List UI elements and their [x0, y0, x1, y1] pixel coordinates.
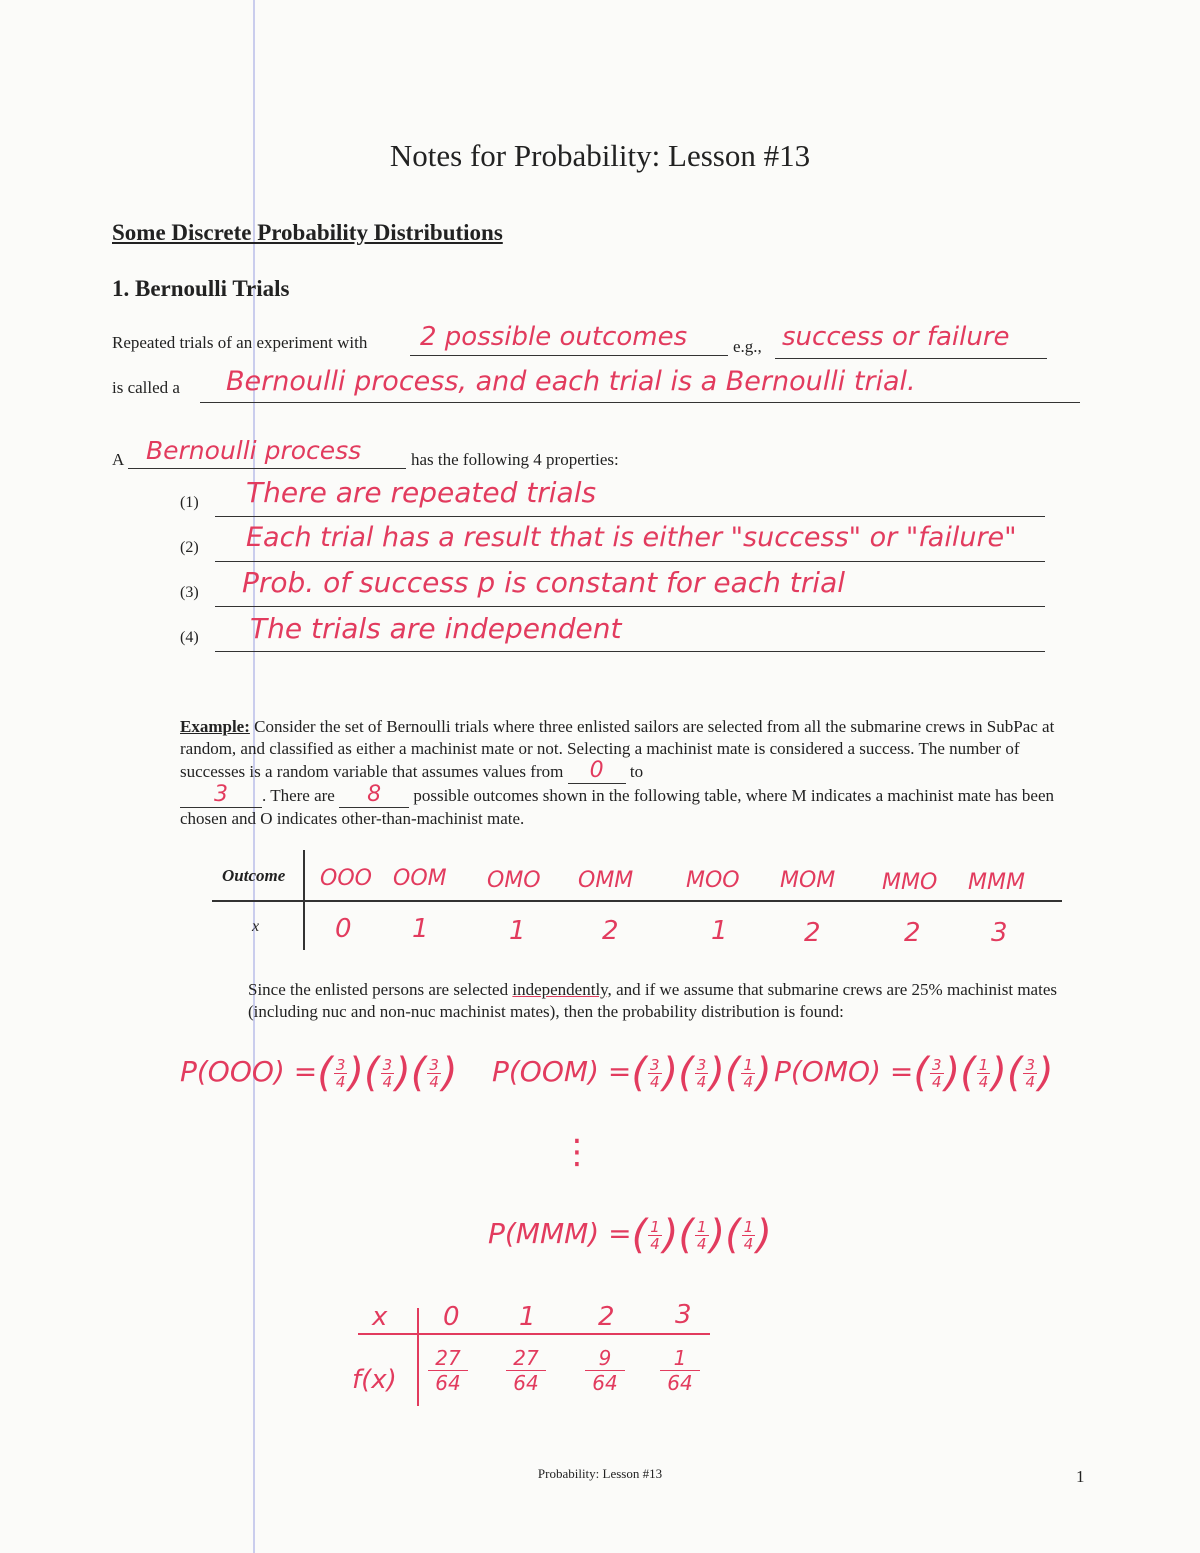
- property-text: The trials are independent: [250, 612, 622, 645]
- vertical-ellipsis: ⋮: [560, 1132, 594, 1172]
- x-cell: 2: [804, 918, 821, 948]
- property-text: There are repeated trials: [246, 476, 597, 509]
- fraction: $\frac{3}{4}$: [1025, 1055, 1036, 1091]
- dist-fraction: [585, 1346, 625, 1395]
- example-text: . There are: [262, 786, 335, 805]
- outcome-cell: MMO: [882, 870, 938, 895]
- calc-label: P(MMM) =: [488, 1217, 632, 1250]
- hand-blank-value: 8: [367, 782, 382, 807]
- calc-label: P(OOM) =: [492, 1055, 632, 1088]
- denominator: 64: [513, 1371, 539, 1395]
- hand-bernoulli-process: Bernoulli process, and each trial is a Bernoulli trial.: [226, 366, 916, 397]
- dist-fraction: [506, 1346, 546, 1395]
- dist-table-divider: [358, 1333, 710, 1335]
- example-paragraph: [180, 716, 1080, 830]
- fraction: $\frac{3}{4}$: [382, 1055, 393, 1091]
- dist-x-label: x: [372, 1302, 388, 1332]
- property-num: (2): [180, 539, 199, 556]
- blank-line: [128, 468, 406, 469]
- hand-blank-value: 3: [214, 782, 228, 807]
- x-cell: 3: [991, 918, 1008, 948]
- denominator: 64: [435, 1371, 461, 1395]
- x-cell: 0: [335, 914, 352, 944]
- fraction: $\frac{3}{4}$: [649, 1055, 660, 1091]
- denominator: 64: [592, 1371, 618, 1395]
- outcome-cell: OMM: [578, 868, 634, 893]
- outcome-cell: MOM: [780, 868, 836, 893]
- example-text: to: [629, 762, 644, 781]
- para2-text: Since the enlisted persons are selected: [248, 980, 509, 999]
- calc-label: P(OOO) =: [180, 1055, 318, 1088]
- dist-x-value: 0: [443, 1302, 460, 1332]
- dist-f-label: f(x): [352, 1365, 397, 1395]
- outcome-cell: MMM: [968, 870, 1025, 895]
- fraction: $\frac{3}{4}$: [429, 1055, 439, 1091]
- fraction: $\frac{3}{4}$: [931, 1055, 942, 1091]
- fraction: $\frac{3}{4}$: [696, 1055, 707, 1091]
- dist-x-value: 2: [598, 1302, 615, 1332]
- x-cell: 1: [711, 916, 728, 946]
- blank-line: [200, 402, 1080, 403]
- table-divider: [212, 900, 1062, 902]
- outcome-cell: MOO: [686, 868, 740, 893]
- hand-two-outcomes: 2 possible outcomes: [420, 322, 688, 352]
- numerator: 9: [585, 1346, 625, 1371]
- page-footer: Probability: Lesson #13: [537, 1466, 663, 1481]
- properties-suffix: has the following 4 properties:: [411, 450, 619, 469]
- intro-line2-prefix: is called a: [112, 378, 180, 397]
- fraction: $\frac{1}{4}$: [650, 1217, 660, 1253]
- hand-success-failure: success or failure: [782, 322, 1010, 352]
- page-number: 1: [1076, 1467, 1085, 1486]
- hand-blank-value: 0: [589, 758, 604, 783]
- para2-text: and if we assume that submarine crews are 25% machinist mates (including nuc and non-nuc machinist mates), then the probability distribution is found:: [248, 980, 1057, 1021]
- calc-p-ooo: P(OOO) =( $\frac{3}{4}$ )( $\frac{3}{4}$ )( $\frac{3}{4}$ ): [180, 1050, 458, 1096]
- blank-line: [215, 651, 1045, 652]
- dist-x-value: 1: [519, 1302, 536, 1332]
- outcome-header: Outcome: [222, 866, 286, 885]
- example-text: possible outcomes shown in the following table, where M indicates a machinist mate has been chosen and O indicates other-than-machinist mate.: [180, 786, 1054, 828]
- calc-p-oom: P(OOM) =( $\frac{3}{4}$ )( $\frac{3}{4}$ )( $\frac{1}{4}$ ): [492, 1050, 772, 1096]
- x-cell: 2: [602, 916, 619, 946]
- dist-x-value: 3: [675, 1300, 692, 1330]
- outcome-cell: OOM: [393, 866, 447, 891]
- calc-label: P(OMO) =: [774, 1055, 914, 1088]
- fraction: $\frac{1}{4}$: [743, 1055, 754, 1091]
- independence-paragraph: [248, 979, 1078, 1023]
- example-blank: [180, 784, 262, 808]
- blank-line: [215, 606, 1045, 607]
- calc-p-mmm: P(MMM) =( $\frac{1}{4}$ )( $\frac{1}{4}$ )( $\frac{1}{4}$ ): [488, 1212, 772, 1258]
- denominator: 64: [667, 1371, 693, 1395]
- fraction: $\frac{1}{4}$: [978, 1055, 989, 1091]
- numerator: 1: [660, 1346, 700, 1371]
- hand-bernoulli-process-2: Bernoulli process: [146, 436, 362, 465]
- properties-prefix: A: [112, 450, 125, 469]
- dist-table-divider: [417, 1308, 419, 1406]
- fraction: $\frac{3}{4}$: [335, 1055, 346, 1091]
- blank-line: [215, 561, 1045, 562]
- outcome-cell: OMO: [487, 868, 541, 893]
- blank-line: [775, 358, 1047, 359]
- x-cell: 2: [904, 918, 921, 948]
- calc-p-omo: P(OMO) =( $\frac{3}{4}$ )( $\frac{1}{4}$ )( $\frac{3}{4}$ ): [774, 1050, 1054, 1096]
- fraction: $\frac{1}{4}$: [743, 1217, 754, 1253]
- dist-fraction: [428, 1346, 468, 1395]
- outcome-cell: OOO: [320, 866, 372, 891]
- blank-line: [410, 355, 728, 356]
- dist-fraction: [660, 1346, 700, 1395]
- numerator: 27: [428, 1346, 468, 1371]
- example-blank: [568, 760, 626, 784]
- x-header: x: [252, 918, 260, 935]
- example-label: Example:: [180, 717, 250, 736]
- property-num: (1): [180, 494, 199, 511]
- property-num: (3): [180, 584, 199, 601]
- example-blank: [339, 784, 409, 808]
- property-text: Each trial has a result that is either "success" or "failure": [246, 522, 1017, 553]
- fraction: $\frac{1}{4}$: [696, 1217, 707, 1253]
- blank-line: [215, 516, 1045, 517]
- intro-eg: e.g.,: [733, 337, 762, 356]
- independently-underlined: independently,: [512, 980, 612, 999]
- property-num: (4): [180, 629, 199, 646]
- x-cell: 1: [412, 914, 429, 944]
- section-title: Some Discrete Probability Distributions: [112, 220, 503, 245]
- x-cell: 1: [509, 916, 526, 946]
- property-text: Prob. of success p is constant for each trial: [242, 566, 846, 599]
- intro-line1-prefix: Repeated trials of an experiment with: [112, 333, 368, 352]
- subsection-title: 1. Bernoulli Trials: [112, 276, 290, 301]
- numerator: 27: [506, 1346, 546, 1371]
- example-text: Consider the set of Bernoulli trials where three enlisted sailors are selected from all the submarine crews in SubPac at random, and classified as either a machinist mate or not. Selecting a machinist mate is considered a success. The number of successes is a random variable that assumes values from: [180, 717, 1055, 781]
- page-title: Notes for Probability: Lesson #13: [389, 138, 811, 173]
